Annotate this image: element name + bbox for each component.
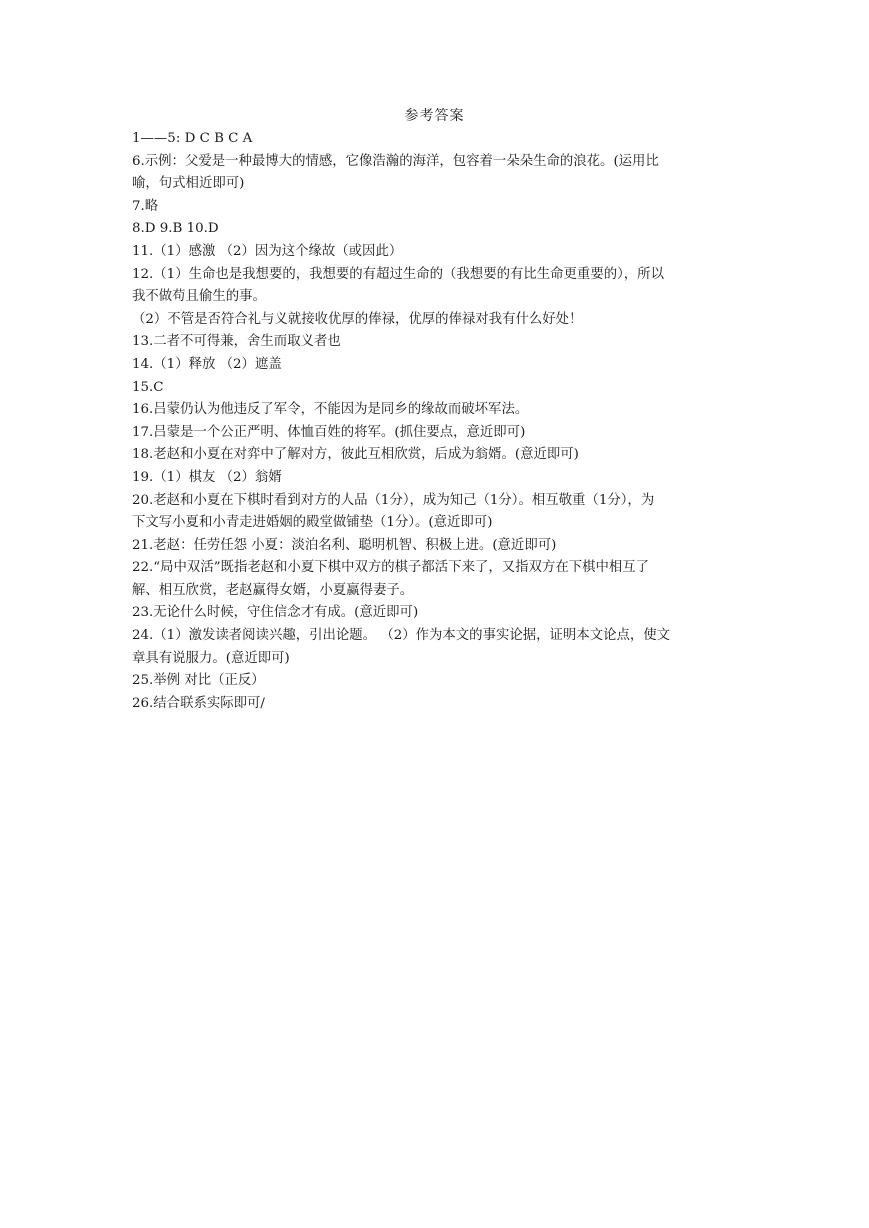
answer-line-24: 章具有说服力。(意近即可) bbox=[132, 650, 290, 666]
answer-line-18: 下文写小夏和小青走进婚姻的殿堂做铺垫（1分）。(意近即可) bbox=[132, 515, 493, 531]
answer-line-16: 19.（1）棋友 （2）翁婿 bbox=[132, 469, 282, 485]
answer-line-13: 16.吕蒙仍认为他违反了军令，不能因为是同乡的缘故而破坏军法。 bbox=[132, 402, 529, 418]
page-title: 参考答案 bbox=[404, 108, 465, 124]
answer-line-17: 20.老赵和小夏在下棋时看到对方的人品（1分），成为知己（1分）。相互敬重（1分），为 bbox=[132, 492, 655, 508]
answer-line-26: 26.结合联系实际即可/ bbox=[132, 695, 265, 711]
answer-line-4: 7.略 bbox=[132, 198, 159, 214]
answer-line-15: 18.老赵和小夏在对弈中了解对方，彼此互相欣赏，后成为翁婿。(意近即可) bbox=[132, 447, 579, 463]
answer-line-7: 12.（1）生命也是我想要的，我想要的有超过生命的（我想要的有比生命更重要的），所以 bbox=[132, 266, 664, 282]
answer-line-14: 17.吕蒙是一个公正严明、体恤百姓的将军。(抓住要点，意近即可) bbox=[132, 424, 526, 440]
answer-list bbox=[132, 128, 740, 715]
answer-line-12: 15.C bbox=[132, 379, 164, 395]
answer-line-5: 8.D 9.B 10.D bbox=[132, 221, 219, 237]
answer-line-6: 11.（1）感激 （2）因为这个缘故（或因此） bbox=[132, 243, 403, 259]
answer-line-21: 解、相互欣赏，老赵赢得女婿，小夏赢得妻子。 bbox=[132, 582, 414, 598]
answer-line-8: 我不做苟且偷生的事。 bbox=[132, 289, 266, 305]
answer-line-25: 25.举例 对比（正反） bbox=[132, 673, 265, 689]
answer-line-2: 6.示例：父爱是一种最博大的情感，它像浩瀚的海洋，包容着一朵朵生命的浪花。(运用比 bbox=[132, 153, 659, 169]
answer-line-10: 13.二者不可得兼，舍生而取义者也 bbox=[132, 334, 341, 350]
answer-line-23: 24.（1）激发读者阅读兴趣，引出论题。 （2）作为本文的事实论据，证明本文论点，使文 bbox=[132, 628, 671, 644]
answer-line-20: 22.“局中双活”既指老赵和小夏下棋中双方的棋子都活下来了，又指双方在下棋中相互了 bbox=[132, 560, 650, 576]
answer-line-22: 23.无论什么时候，守住信念才有成。(意近即可) bbox=[132, 605, 419, 621]
answer-line-9: （2）不管是否符合礼与义就接收优厚的俸禄，优厚的俸禄对我有什么好处！ bbox=[132, 311, 583, 327]
answer-line-11: 14.（1）释放 （2）遮盖 bbox=[132, 356, 282, 372]
answer-line-1: 1——5: D C B C A bbox=[132, 131, 253, 146]
answer-line-19: 21.老赵：任劳任怨 小夏：淡泊名利、聪明机智、积极上进。(意近即可) bbox=[132, 537, 557, 553]
answer-line-3: 喻，句式相近即可) bbox=[132, 176, 245, 192]
